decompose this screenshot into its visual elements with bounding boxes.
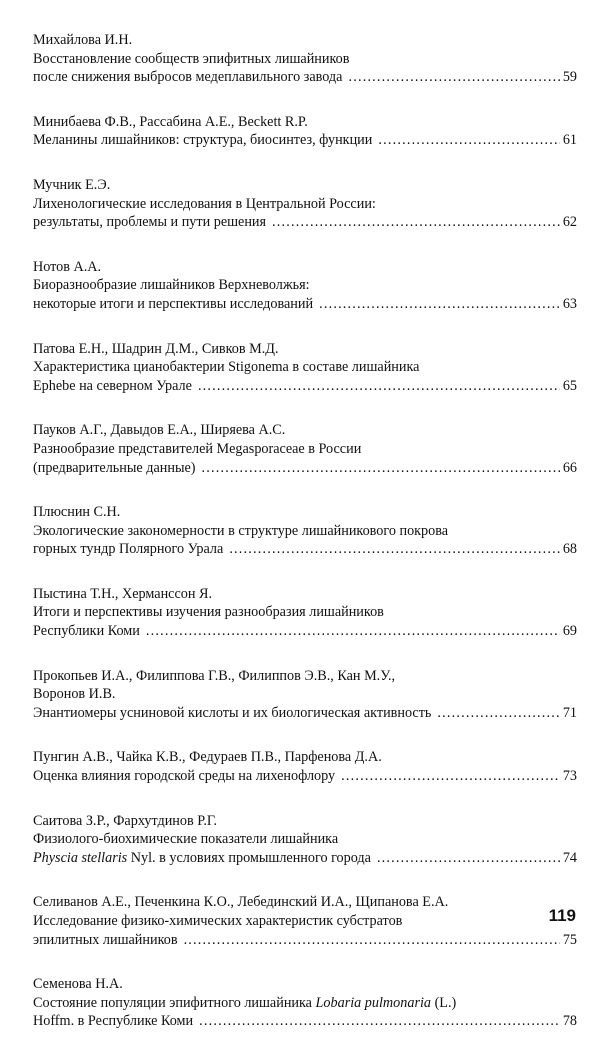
entry-authors: Минибаева Ф.В., Рассабина А.Е., Beckett R.P. bbox=[33, 113, 308, 130]
entry-title-line: Физиолого-биохимические показатели лишайника bbox=[33, 831, 339, 848]
entry-page-number: 68 bbox=[562, 541, 577, 558]
title-text: Меланины лишайников: структура, биосинтез, функции bbox=[33, 132, 373, 149]
entry-title-last-line bbox=[33, 704, 577, 723]
entry-page-number: 73 bbox=[562, 768, 577, 785]
toc-entry bbox=[33, 258, 577, 314]
entry-title-text bbox=[33, 68, 342, 87]
dot-leader bbox=[377, 849, 560, 868]
dot-leader bbox=[184, 931, 560, 950]
species-name: Lobaria pulmonaria bbox=[315, 994, 432, 1011]
entry-title-text bbox=[33, 459, 196, 478]
dot-leader bbox=[146, 622, 560, 641]
entry-title-line bbox=[33, 994, 577, 1013]
species-name: Physcia stellaris bbox=[33, 849, 128, 866]
entry-page-number: 66 bbox=[562, 459, 577, 476]
entry-authors: Пунгин А.В., Чайка К.В., Федураев П.В., Парфенова Д.А. bbox=[33, 749, 382, 766]
entry-title-last-line bbox=[33, 540, 577, 559]
entry-page-number: 63 bbox=[562, 295, 577, 312]
dot-leader bbox=[229, 540, 560, 559]
entry-page-number: 65 bbox=[562, 377, 577, 394]
entry-title-last-line bbox=[33, 1012, 577, 1031]
entry-page-number: 69 bbox=[562, 623, 577, 640]
title-text: Nyl. в условиях промышленного города bbox=[127, 849, 371, 866]
title-text: результаты, проблемы и пути решения bbox=[33, 214, 267, 231]
entry-title-line: Восстановление сообществ эпифитных лишайников bbox=[33, 50, 350, 67]
entry-authors: Саитова З.Р., Фархутдинов Р.Г. bbox=[33, 812, 218, 829]
entry-page-number: 59 bbox=[562, 69, 577, 86]
entry-title-last-line bbox=[33, 622, 577, 641]
dot-leader bbox=[202, 459, 560, 478]
entry-title-line: Экологические закономерности в структуре лишайникового покрова bbox=[33, 522, 449, 539]
dot-leader bbox=[199, 1012, 560, 1031]
entry-page-number: 74 bbox=[562, 849, 577, 866]
title-text: Hoffm. в Республике Коми bbox=[33, 1013, 194, 1030]
toc-entry bbox=[33, 585, 577, 641]
entry-title-text bbox=[33, 295, 313, 314]
entry-title-text bbox=[33, 1012, 193, 1031]
entry-page-number: 62 bbox=[562, 214, 577, 231]
title-text: Оценка влияния городской среды на лихенофлору bbox=[33, 768, 336, 785]
entry-authors: Мучник Е.Э. bbox=[33, 176, 111, 193]
entry-authors: Семенова Н.А. bbox=[33, 976, 123, 993]
entry-page-number: 71 bbox=[562, 704, 577, 721]
dot-leader bbox=[341, 767, 560, 786]
entry-title-last-line bbox=[33, 849, 577, 868]
title-text: (предварительные данные) bbox=[33, 459, 196, 476]
entry-authors: Селиванов А.Е., Печенкина К.О., Лебединский И.А., Щипанова Е.А. bbox=[33, 894, 449, 911]
entry-title-last-line bbox=[33, 767, 577, 786]
dot-leader bbox=[198, 377, 560, 396]
toc-entry bbox=[33, 176, 577, 232]
toc-entry bbox=[33, 113, 577, 150]
entry-authors: Нотов А.А. bbox=[33, 258, 102, 275]
entry-authors: Пауков А.Г., Давыдов Е.А., Ширяева А.С. bbox=[33, 422, 286, 439]
title-text: некоторые итоги и перспективы исследований bbox=[33, 295, 314, 312]
toc-entry bbox=[33, 812, 577, 868]
entry-title-last-line bbox=[33, 213, 577, 232]
title-text: Состояние популяции эпифитного лишайника bbox=[33, 994, 316, 1011]
page-number: 119 bbox=[548, 906, 576, 925]
entry-title-text bbox=[33, 213, 266, 232]
toc-entry bbox=[33, 340, 577, 396]
entry-authors: Прокопьев И.А., Филиппова Г.В., Филиппов Э.В., Кан М.У., bbox=[33, 667, 396, 684]
dot-leader bbox=[272, 213, 560, 232]
title-text: Ephebe на северном Урале bbox=[33, 377, 192, 394]
title-text: Республики Коми bbox=[33, 623, 140, 640]
entry-authors: Михайлова И.Н. bbox=[33, 32, 133, 48]
entry-authors: Плюснин С.Н. bbox=[33, 504, 121, 521]
entry-title-last-line bbox=[33, 68, 577, 87]
entry-title-last-line bbox=[33, 131, 577, 150]
entry-title-text bbox=[33, 540, 223, 559]
entry-title-text bbox=[33, 704, 431, 723]
entry-title-line: Итоги и перспективы изучения разнообразия лишайников bbox=[33, 604, 384, 621]
entry-title-text bbox=[33, 622, 140, 641]
entry-title-last-line bbox=[33, 931, 577, 950]
toc-entry bbox=[33, 667, 577, 723]
entry-title-line: Биоразнообразие лишайников Верхневолжья: bbox=[33, 277, 310, 294]
title-text: горных тундр Полярного Урала bbox=[33, 541, 224, 558]
title-text: Энантиомеры усниновой кислоты и их биологическая активность bbox=[33, 704, 432, 721]
entry-title-line: Воронов И.В. bbox=[33, 686, 116, 703]
dot-leader bbox=[378, 131, 559, 150]
entry-title-line: Разнообразие представителей Megasporaceae в России bbox=[33, 440, 362, 457]
entry-title-last-line bbox=[33, 295, 577, 314]
entry-title-line: Исследование физико-химических характеристик субстратов bbox=[33, 913, 403, 929]
entry-title-text bbox=[33, 849, 371, 868]
toc-entry bbox=[33, 421, 577, 477]
entry-authors: Пыстина Т.Н., Херманссон Я. bbox=[33, 585, 213, 602]
toc-entry bbox=[33, 748, 577, 785]
entry-title-line: Характеристика цианобактерии Stigonema в составе лишайника bbox=[33, 359, 420, 376]
dot-leader bbox=[319, 295, 560, 314]
entry-page-number: 75 bbox=[562, 931, 577, 948]
entry-title-text bbox=[33, 377, 192, 396]
entry-authors: Патова Е.Н., Шадрин Д.М., Сивков М.Д. bbox=[33, 340, 279, 357]
dot-leader bbox=[348, 68, 559, 87]
entry-title-line: Лихенологические исследования в Центральной России: bbox=[33, 195, 376, 212]
entry-title-last-line bbox=[33, 377, 577, 396]
entry-title-text bbox=[33, 931, 178, 950]
toc-entry bbox=[33, 893, 577, 949]
entry-page-number: 78 bbox=[562, 1013, 577, 1030]
entry-title-text bbox=[33, 131, 372, 150]
entry-title-text bbox=[33, 767, 335, 786]
entry-title-last-line bbox=[33, 459, 577, 478]
toc-entry bbox=[33, 503, 577, 559]
dot-leader bbox=[437, 704, 559, 723]
toc-entry bbox=[33, 975, 577, 1031]
toc-entry bbox=[33, 31, 577, 87]
table-of-contents bbox=[33, 31, 577, 1057]
title-text: после снижения выбросов медеплавильного завода bbox=[33, 69, 343, 86]
entry-page-number: 61 bbox=[562, 132, 577, 149]
title-text: (L.) bbox=[431, 994, 457, 1011]
title-text: эпилитных лишайников bbox=[33, 931, 178, 948]
